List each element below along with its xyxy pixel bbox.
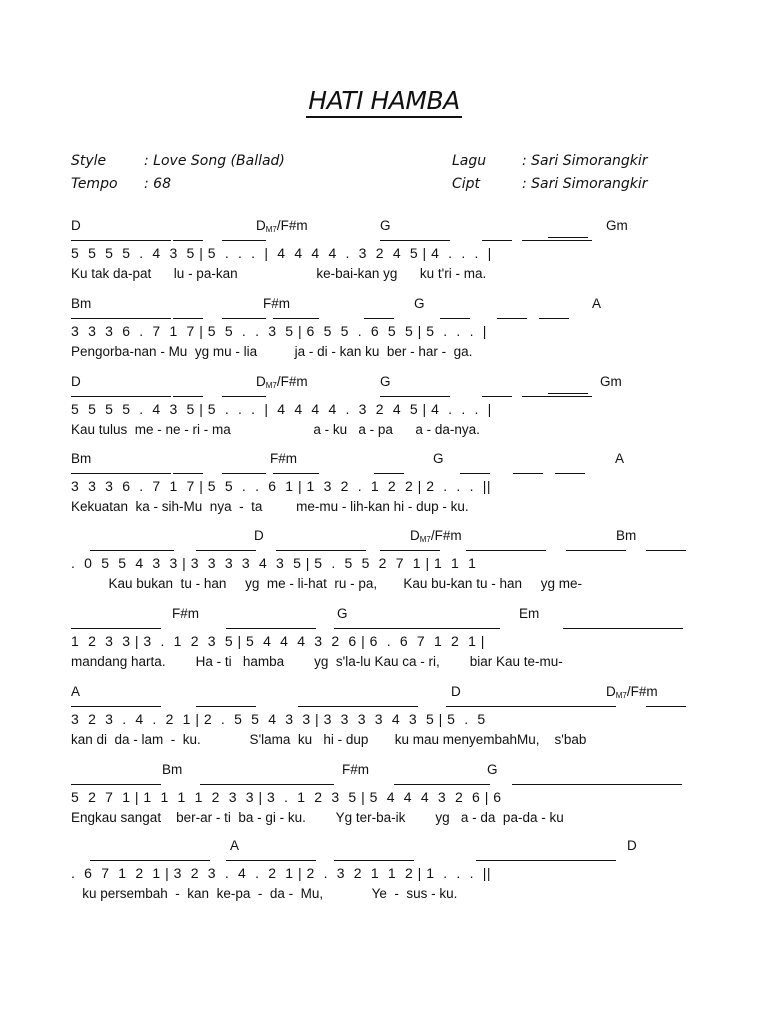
notation-line: . 0 5 5 4 3 3 | 3 3 3 3 4 3 5 | 5 . 5 5 2 7 1 | 1 1 1: [71, 555, 477, 571]
notation-line: 3 3 3 6 . 7 1 7 | 5 5 . . 3 5 | 6 5 5 . 6 5 5 | 5 . . . |: [71, 323, 487, 339]
chord: G: [414, 296, 425, 311]
chord: Bm: [71, 296, 92, 311]
notation-line: 3 3 3 6 . 7 1 7 | 5 5 . . 6 1 | 1 3 2 . 1 2 2 | 2 . . . ||: [71, 478, 492, 494]
style-value: : Love Song (Ballad): [144, 153, 285, 169]
lyric-line: Engkau sangat ber-ar - ti ba - gi - ku. Yg ter-ba-ik yg a - da pa-da - ku: [71, 810, 564, 825]
chord: Em: [519, 606, 540, 621]
chord: G: [337, 606, 348, 621]
chord: D: [451, 684, 461, 699]
lyric-line: ku persembah - kan ke-pa - da - Mu, Ye - sus - ku.: [71, 886, 458, 901]
chord: F#m: [172, 606, 199, 621]
chord: $D_{M7}/F\#m$: [256, 218, 308, 234]
chord: A: [615, 451, 625, 466]
chord: F#m: [263, 296, 290, 311]
chord: A: [71, 684, 81, 699]
tempo-value: : 68: [144, 176, 171, 192]
chord: Bm: [71, 451, 92, 466]
chord: G: [380, 218, 391, 233]
chord: G: [487, 762, 498, 777]
lyric-line: Pengorba-nan - Mu yg mu - lia ja - di - kan ku ber - har - ga.: [71, 344, 473, 359]
song-title: [0, 86, 768, 115]
lagu-value: : Sari Simorangkir: [522, 153, 648, 169]
chord: G: [380, 374, 391, 389]
lagu-label: Lagu: [452, 153, 487, 169]
tempo-label: Tempo: [71, 176, 118, 192]
chord: D: [254, 528, 264, 543]
chord: F#m: [270, 451, 297, 466]
lyric-line: kan di da - lam - ku. S'lama ku hi - dup ku mau menyembahMu, s'bab: [71, 732, 587, 747]
lyric-line: Kau bukan tu - han yg me - li-hat ru - pa, Kau bu-kan tu - han yg me-: [71, 576, 582, 591]
lyric-line: mandang harta. Ha - ti hamba yg s'la-lu Kau ca - ri, biar Kau te-mu-: [71, 654, 563, 669]
chord: D: [71, 374, 81, 389]
chord: Gm: [600, 374, 622, 389]
lyric-line: Ku tak da-pat lu - pa-kan ke-bai-kan yg ku t'ri - ma.: [71, 266, 487, 281]
chord: D: [627, 838, 637, 853]
chord: A: [230, 838, 240, 853]
notation-line: 5 2 7 1 | 1 1 1 1 2 3 3 | 3 . 1 2 3 5 | 5 4 4 4 3 2 6 | 6: [71, 789, 502, 805]
cipt-label: Cipt: [452, 176, 481, 192]
notation-line: . 6 7 1 2 1 | 3 2 3 . 4 . 2 1 | 2 . 3 2 1 1 2 | 1 . . . ||: [71, 865, 492, 881]
song-title-text: HATI HAMBA: [306, 86, 461, 118]
style-label: Style: [71, 153, 107, 169]
lyric-line: Kau tulus me - ne - ri - ma a - ku a - pa a - da-nya.: [71, 422, 480, 437]
notation-line: 1 2 3 3 | 3 . 1 2 3 5 | 5 4 4 4 3 2 6 | 6 . 6 7 1 2 1 |: [71, 633, 485, 649]
chord: $D_{M7}/F\#m$: [410, 528, 462, 544]
lyric-line: Kekuatan ka - sih-Mu nya - ta me-mu - lih-kan hi - dup - ku.: [71, 499, 469, 514]
chord: D: [71, 218, 81, 233]
cipt-value: : Sari Simorangkir: [522, 176, 648, 192]
chord: Gm: [606, 218, 628, 233]
chord: A: [592, 296, 602, 311]
notation-line: 5 5 5 5 . 4 3 5 | 5 . . . | 4 4 4 4 . 3 2 4 5 | 4 . . . |: [71, 245, 492, 261]
notation-line: 5 5 5 5 . 4 3 5 | 5 . . . | 4 4 4 4 . 3 2 4 5 | 4 . . . |: [71, 401, 492, 417]
chord: F#m: [342, 762, 369, 777]
chord: $D_{M7}/F\#m$: [606, 684, 658, 700]
notation-line: 3 2 3 . 4 . 2 1 | 2 . 5 5 4 3 3 | 3 3 3 3 4 3 5 | 5 . 5: [71, 711, 486, 727]
chord: G: [433, 451, 444, 466]
chord: Bm: [616, 528, 637, 543]
chord: Bm: [162, 762, 183, 777]
chord: $D_{M7}/F\#m$: [256, 374, 308, 390]
